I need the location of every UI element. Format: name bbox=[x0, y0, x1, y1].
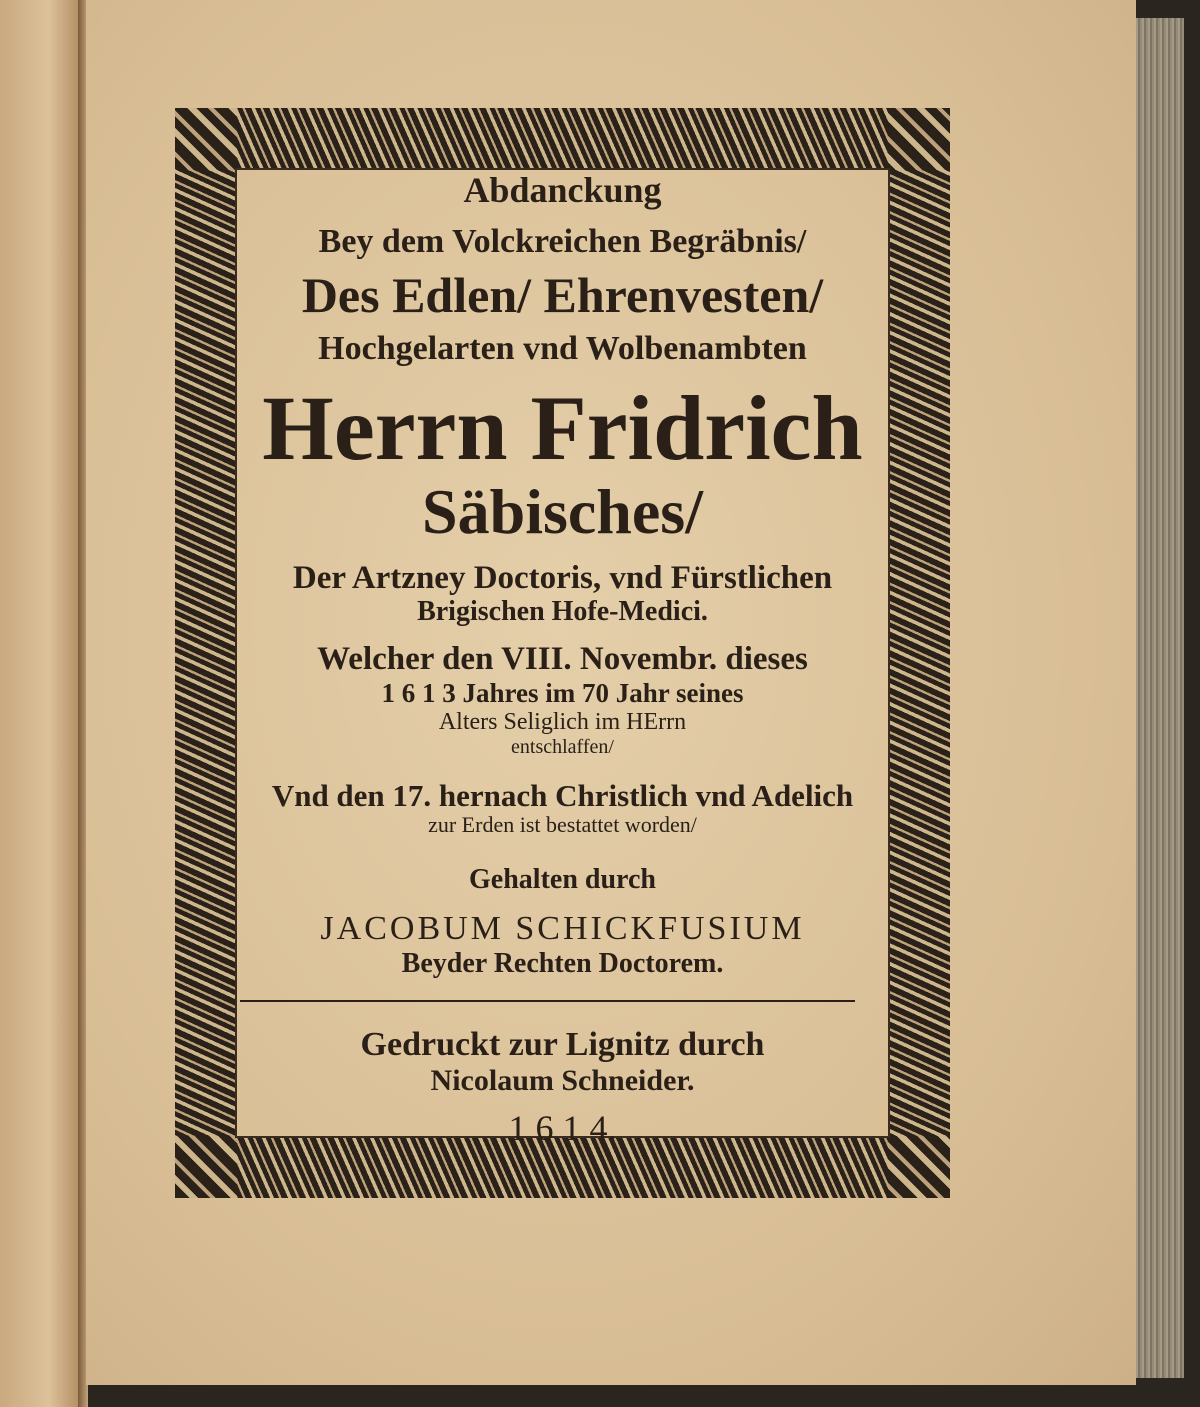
author-name: JACOBUM SCHICKFUSIUM bbox=[320, 910, 805, 947]
imprint-line: Gedruckt zur Lignitz durch bbox=[360, 1026, 765, 1063]
title-line: Abdanckung bbox=[463, 170, 662, 210]
title-line: Welcher den VIII. Novembr. dieses bbox=[317, 641, 808, 677]
title-line: Bey dem Volckreichen Begräbnis/ bbox=[318, 223, 807, 260]
title-line: Hochgelarten vnd Wolbenambten bbox=[318, 330, 807, 367]
title-line: Brigischen Hofe-Medici. bbox=[417, 596, 708, 627]
title-line: Gehalten durch bbox=[469, 864, 656, 895]
title-line: 1 6 1 3 Jahres im 70 Jahr seines bbox=[381, 678, 744, 708]
title-line: Der Artzney Doctoris, vnd Fürstlichen bbox=[292, 560, 833, 596]
horizontal-rule bbox=[240, 1000, 855, 1002]
deceased-name: Herrn Fridrich bbox=[262, 377, 863, 479]
left-page bbox=[0, 0, 82, 1407]
deceased-surname: Säbisches/ bbox=[422, 476, 703, 547]
title-line: entschlaffen/ bbox=[511, 736, 614, 758]
title-line: Alters Seliglich im HErrn bbox=[438, 709, 687, 735]
title-line: zur Erden ist bestattet worden/ bbox=[428, 812, 697, 837]
author-title: Beyder Rechten Doctorem. bbox=[401, 948, 724, 979]
title-line: Des Edlen/ Ehrenvesten/ bbox=[301, 267, 824, 323]
publication-year: 1 6 1 4. bbox=[508, 1108, 617, 1148]
page-edges bbox=[1136, 18, 1184, 1378]
title-line: Vnd den 17. hernach Christlich vnd Adelich bbox=[271, 778, 854, 813]
printer-name: Nicolaum Schneider. bbox=[430, 1064, 695, 1097]
